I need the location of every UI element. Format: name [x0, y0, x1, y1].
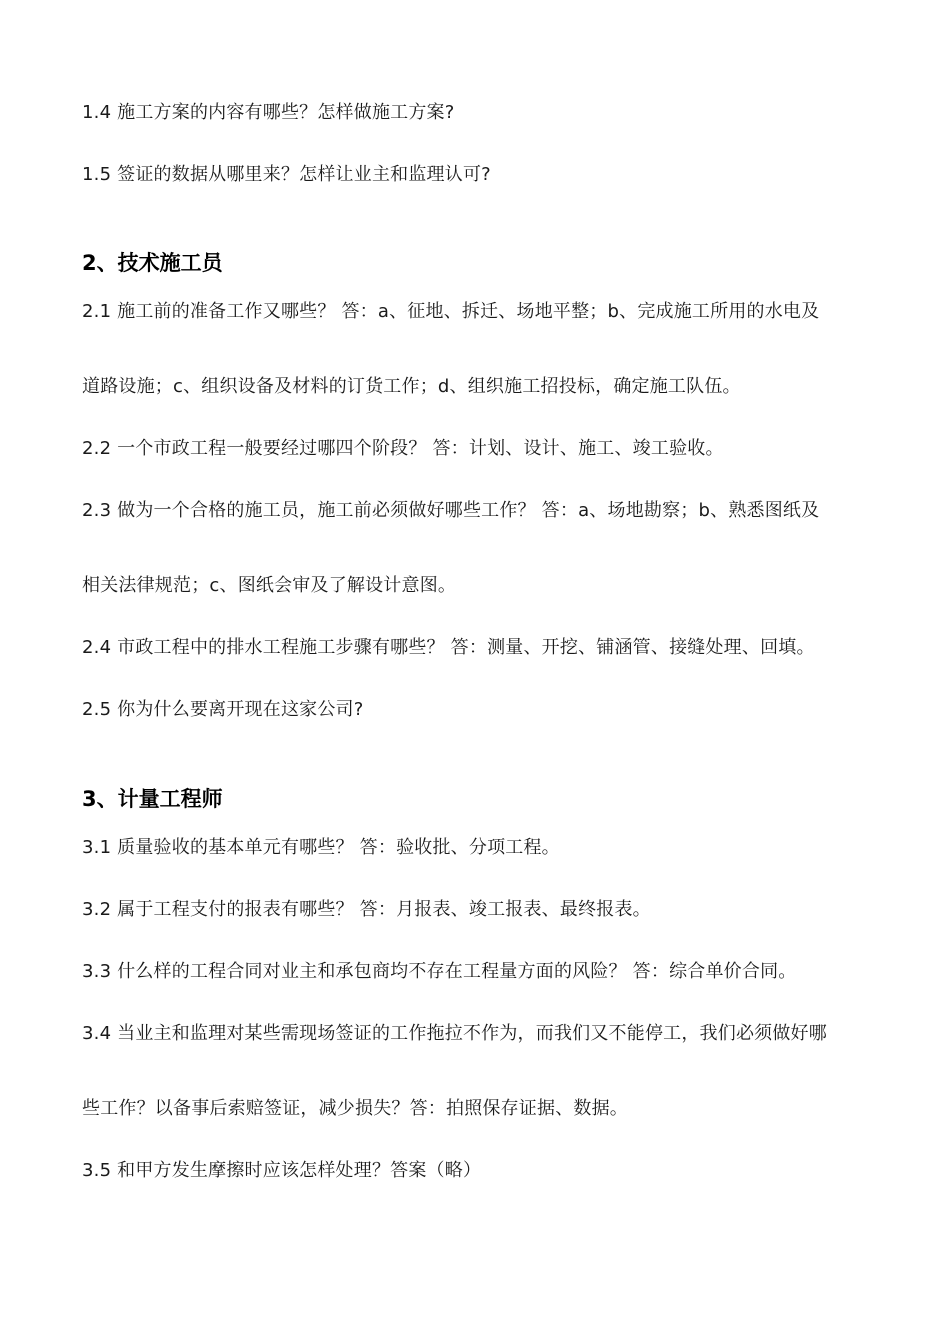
question-2-3-line-1: 2.3 做为一个合格的施工员，施工前必须做好哪些工作？ 答：a、场地勘察；b、熟悉图纸及 — [82, 500, 820, 521]
question-3-3: 3.3 什么样的工程合同对业主和承包商均不存在工程量方面的风险？ 答：综合单价合同。 — [82, 961, 797, 982]
question-3-4-line-2: 些工作？以备事后索赔签证，减少损失？答：拍照保存证据、数据。 — [82, 1098, 628, 1119]
question-3-1: 3.1 质量验收的基本单元有哪些？ 答：验收批、分项工程。 — [82, 837, 560, 858]
question-2-2: 2.2 一个市政工程一般要经过哪四个阶段？ 答：计划、设计、施工、竣工验收。 — [82, 438, 724, 459]
question-2-1-line-2: 道路设施；c、组织设备及材料的订货工作；d、组织施工招投标，确定施工队伍。 — [82, 376, 741, 397]
question-2-3-line-2: 相关法律规范；c、图纸会审及了解设计意图。 — [82, 575, 457, 596]
question-2-5: 2.5 你为什么要离开现在这家公司? — [82, 699, 364, 720]
question-3-4-line-1: 3.4 当业主和监理对某些需现场签证的工作拖拉不作为，而我们又不能停工，我们必须做好哪 — [82, 1023, 827, 1044]
question-3-5: 3.5 和甲方发生摩擦时应该怎样处理？答案（略） — [82, 1160, 482, 1181]
section-heading-technical-staff: 2、技术施工员 — [82, 251, 223, 275]
question-1-4: 1.4 施工方案的内容有哪些？怎样做施工方案? — [82, 102, 455, 123]
question-3-2: 3.2 属于工程支付的报表有哪些？ 答：月报表、竣工报表、最终报表。 — [82, 899, 651, 920]
question-1-5: 1.5 签证的数据从哪里来？怎样让业主和监理认可? — [82, 164, 491, 185]
question-2-4: 2.4 市政工程中的排水工程施工步骤有哪些？ 答：测量、开挖、铺涵管、接缝处理、回填。 — [82, 637, 815, 658]
question-2-1-line-1: 2.1 施工前的准备工作又哪些？ 答：a、征地、拆迁、场地平整；b、完成施工所用的水电及 — [82, 301, 820, 322]
section-heading-quantity-engineer: 3、计量工程师 — [82, 787, 223, 811]
